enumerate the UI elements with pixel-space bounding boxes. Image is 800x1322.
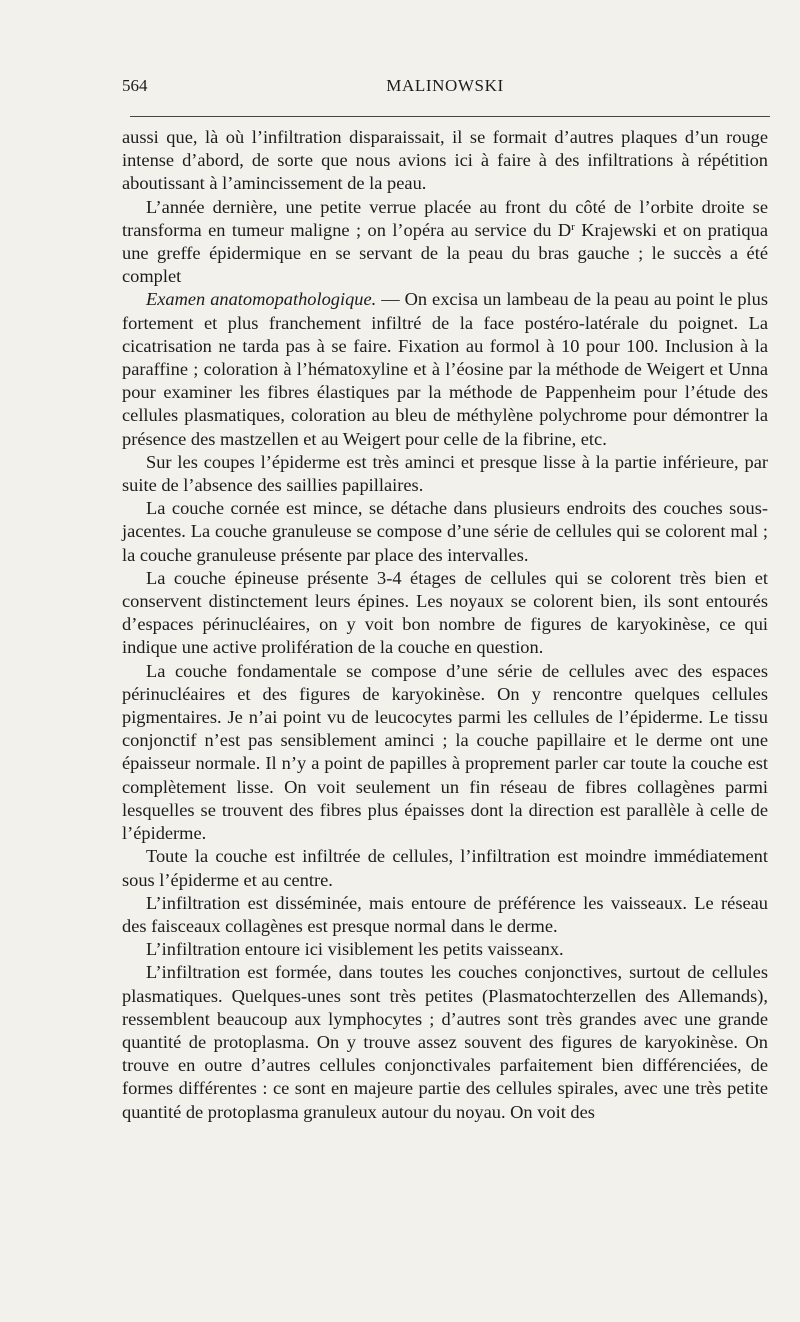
paragraph: La couche fondamentale se compose d’une série de cellules avec des espaces périnucléaires et des figures de karyokinèse. On y rencontre quelques cellules pigmentaires. Je n’ai point vu de leucocytes parmi les cellules de l’épiderme. Le tissu conjonctif n’est pas sensiblement aminci ; la couche papillaire et le derme ont une épaisseur normale. Il n’y a point de papilles à proprement parler car toute la couche est complètement lisse. On voit seulement un fin réseau de fibres collagènes parmi lesquelles se trouvent des fibres plus épaisses dont la direction est parallèle à celle de l’épiderme. xyxy=(122,660,768,844)
body-text xyxy=(122,126,768,1124)
paragraph-text: Krajewski et on pratiqua une greffe épidermique en se servant de la peau du bras gauche ; le succès a été complet xyxy=(122,219,768,287)
paragraph: L’infiltration entoure ici visiblement les petits vaisseanx. xyxy=(146,939,564,960)
superscript: r xyxy=(571,220,575,233)
paragraph: L’infiltration est formée, dans toutes les couches conjonctives, surtout de cellules plasmatiques. Quelques-unes sont très petites (Plasmatochterzellen des Allemands), ressemblent beaucoup aux lymphocytes ; d’autres sont très grandes avec une grande quantité de protoplasma. On y trouve assez souvent des figures de karyokinèse. On trouve en outre d’autres cellules conjonctivales parfaitement bien différenciées, de formes différentes : ce sont en majeure partie des cellules spirales, avec une très petite quantité de protoplasma granuleux autour du noyau. On voit des xyxy=(122,962,768,1122)
paragraph: Sur les coupes l’épiderme est très aminci et presque lisse à la partie inférieure, par suite de l’absence des saillies papillaires. xyxy=(122,451,768,496)
paragraph: L’infiltration est disséminée, mais entoure de préférence les vaisseaux. Le réseau des faisceaux collagènes est presque normal dans le derme. xyxy=(122,892,768,936)
page-number: 564 xyxy=(122,76,148,95)
paragraph xyxy=(122,288,768,450)
header-rule xyxy=(130,116,770,117)
running-title: MALINOWSKI xyxy=(386,76,504,95)
paragraph-text: L’année dernière, une petite verrue placée au front du côté de l’orbite droite se transforma en tumeur maligne ; on l’opéra au service du D xyxy=(122,196,768,240)
paragraph: La couche épineuse présente 3-4 étages de cellules qui se colorent très bien et conservent distinctement leurs épines. Les noyaux se colorent bien, ils sont entourés d’espaces périnucléaires, on y voit bon nombre de figures de karyokinèse, ce qui indique une active prolifération de la couche en question. xyxy=(122,567,768,658)
paragraph-text: — On excisa un lambeau de la peau au point le plus fortement et plus franchement infiltré de la face postéro-latérale du poignet. La cicatrisation ne tarda pas à se faire. Fixation au formol à 10 pour 100. Inclusion à la paraffine ; coloration à l’hématoxyline et à l’éosine par la méthode de Weigert et Unna pour examiner les fibres élastiques par la méthode de Pappenheim pour l’étude des cellules plasmatiques, coloration au bleu de méthylène polychrome pour démontrer la présence des mastzellen et au Weigert pour celle de la fibrine, etc. xyxy=(122,289,768,449)
page-header xyxy=(122,76,768,102)
paragraph xyxy=(122,196,768,289)
paragraph: La couche cornée est mince, se détache dans plusieurs endroits des couches sous-jacentes. La couche granuleuse se compose d’une série de cellules qui se colorent mal ; la couche granuleuse présente par place des intervalles. xyxy=(122,498,768,565)
paragraph: aussi que, là où l’infiltration disparaissait, il se formait d’autres plaques d’un rouge intense d’abord, de sorte que nous avions ici à faire à des infiltrations à répétition aboutissant à l’amincissement de la peau. xyxy=(122,127,768,194)
paragraph: Toute la couche est infiltrée de cellules, l’infiltration est moindre immédiatement sous l’épiderme et au centre. xyxy=(122,846,768,890)
section-lead: Examen anatomopathologique. xyxy=(146,289,377,310)
